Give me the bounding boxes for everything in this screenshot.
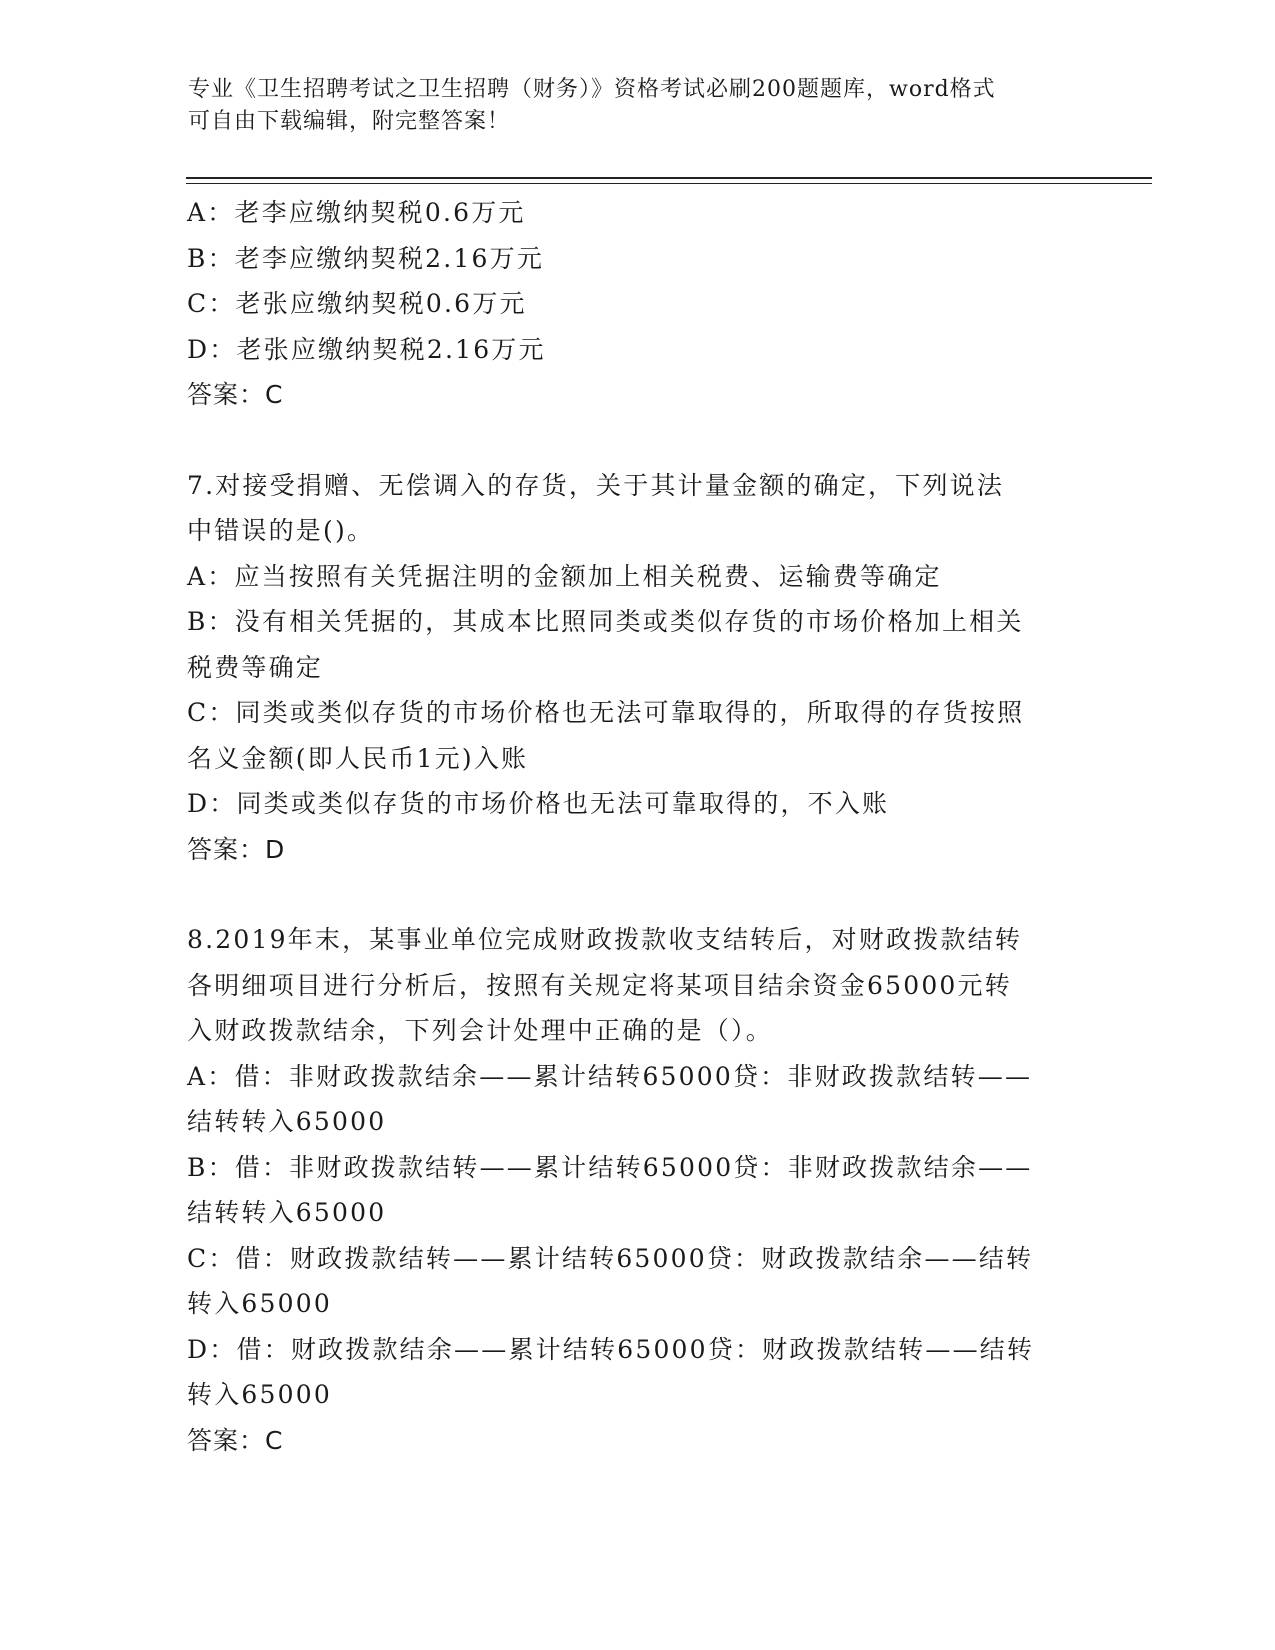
header-line-1: 专业《卫生招聘考试之卫生招聘（财务）》资格考试必刷200题题库，word格式 bbox=[188, 77, 996, 102]
option-a-continued: 结转转入65000 bbox=[187, 1107, 387, 1136]
spacer bbox=[187, 872, 1087, 917]
question-7 bbox=[187, 463, 1087, 873]
question-stem: 8.2019年末，某事业单位完成财政拨款收支结转后，对财政拨款结转 bbox=[187, 925, 1023, 954]
option-b: B：没有相关凭据的，其成本比照同类或类似存货的市场价格加上相关 bbox=[187, 607, 1024, 636]
option-a: A：老李应缴纳契税0.6万元 bbox=[187, 198, 526, 227]
option-d: D：借：财政拨款结余——累计结转65000贷：财政拨款结转——结转 bbox=[187, 1334, 1035, 1364]
option-c: C：借：财政拨款结转——累计结转65000贷：财政拨款结余——结转 bbox=[187, 1243, 1034, 1273]
option-c-continued: 转入65000 bbox=[187, 1289, 332, 1318]
option-b: B：借：非财政拨款结转——累计结转65000贷：非财政拨款结余—— bbox=[187, 1152, 1033, 1182]
header-divider-thin bbox=[186, 183, 1152, 184]
option-a: A：应当按照有关凭据注明的金额加上相关税费、运输费等确定 bbox=[187, 561, 942, 591]
option-b: B：老李应缴纳契税2.16万元 bbox=[187, 243, 545, 273]
question-6 bbox=[187, 190, 1087, 418]
option-c: C：老张应缴纳契税0.6万元 bbox=[187, 289, 527, 318]
option-d: D：同类或类似存货的市场价格也无法可靠取得的，不入账 bbox=[187, 789, 890, 818]
question-stem: 7.对接受捐赠、无偿调入的存货，关于其计量金额的确定，下列说法 bbox=[187, 470, 1005, 500]
question-8 bbox=[187, 917, 1087, 1463]
option-b-continued: 税费等确定 bbox=[187, 652, 324, 682]
header-line-2: 可自由下载编辑，附完整答案！ bbox=[188, 109, 511, 134]
option-c: C：同类或类似存货的市场价格也无法可靠取得的，所取得的存货按照 bbox=[187, 698, 1025, 727]
page-header bbox=[188, 74, 1068, 138]
question-content bbox=[187, 190, 1087, 1463]
question-stem: 各明细项目进行分析后，按照有关规定将某项目结余资金65000元转 bbox=[187, 970, 1012, 1000]
option-d-continued: 转入65000 bbox=[187, 1380, 332, 1409]
question-stem: 入财政拨款结余，下列会计处理中正确的是（）。 bbox=[187, 1016, 773, 1045]
answer-line: 答案：C bbox=[187, 1425, 284, 1455]
option-a: A：借：非财政拨款结余——累计结转65000贷：非财政拨款结转—— bbox=[187, 1061, 1033, 1091]
option-d: D：老张应缴纳契税2.16万元 bbox=[187, 334, 546, 364]
option-b-continued: 结转转入65000 bbox=[187, 1198, 387, 1227]
answer-line: 答案：D bbox=[187, 834, 286, 864]
header-divider-thick bbox=[186, 177, 1152, 179]
spacer bbox=[187, 418, 1087, 463]
question-stem: 中错误的是()。 bbox=[187, 516, 375, 545]
answer-line: 答案：C bbox=[187, 380, 284, 409]
option-c-continued: 名义金额(即人民币1元)入账 bbox=[187, 743, 529, 773]
